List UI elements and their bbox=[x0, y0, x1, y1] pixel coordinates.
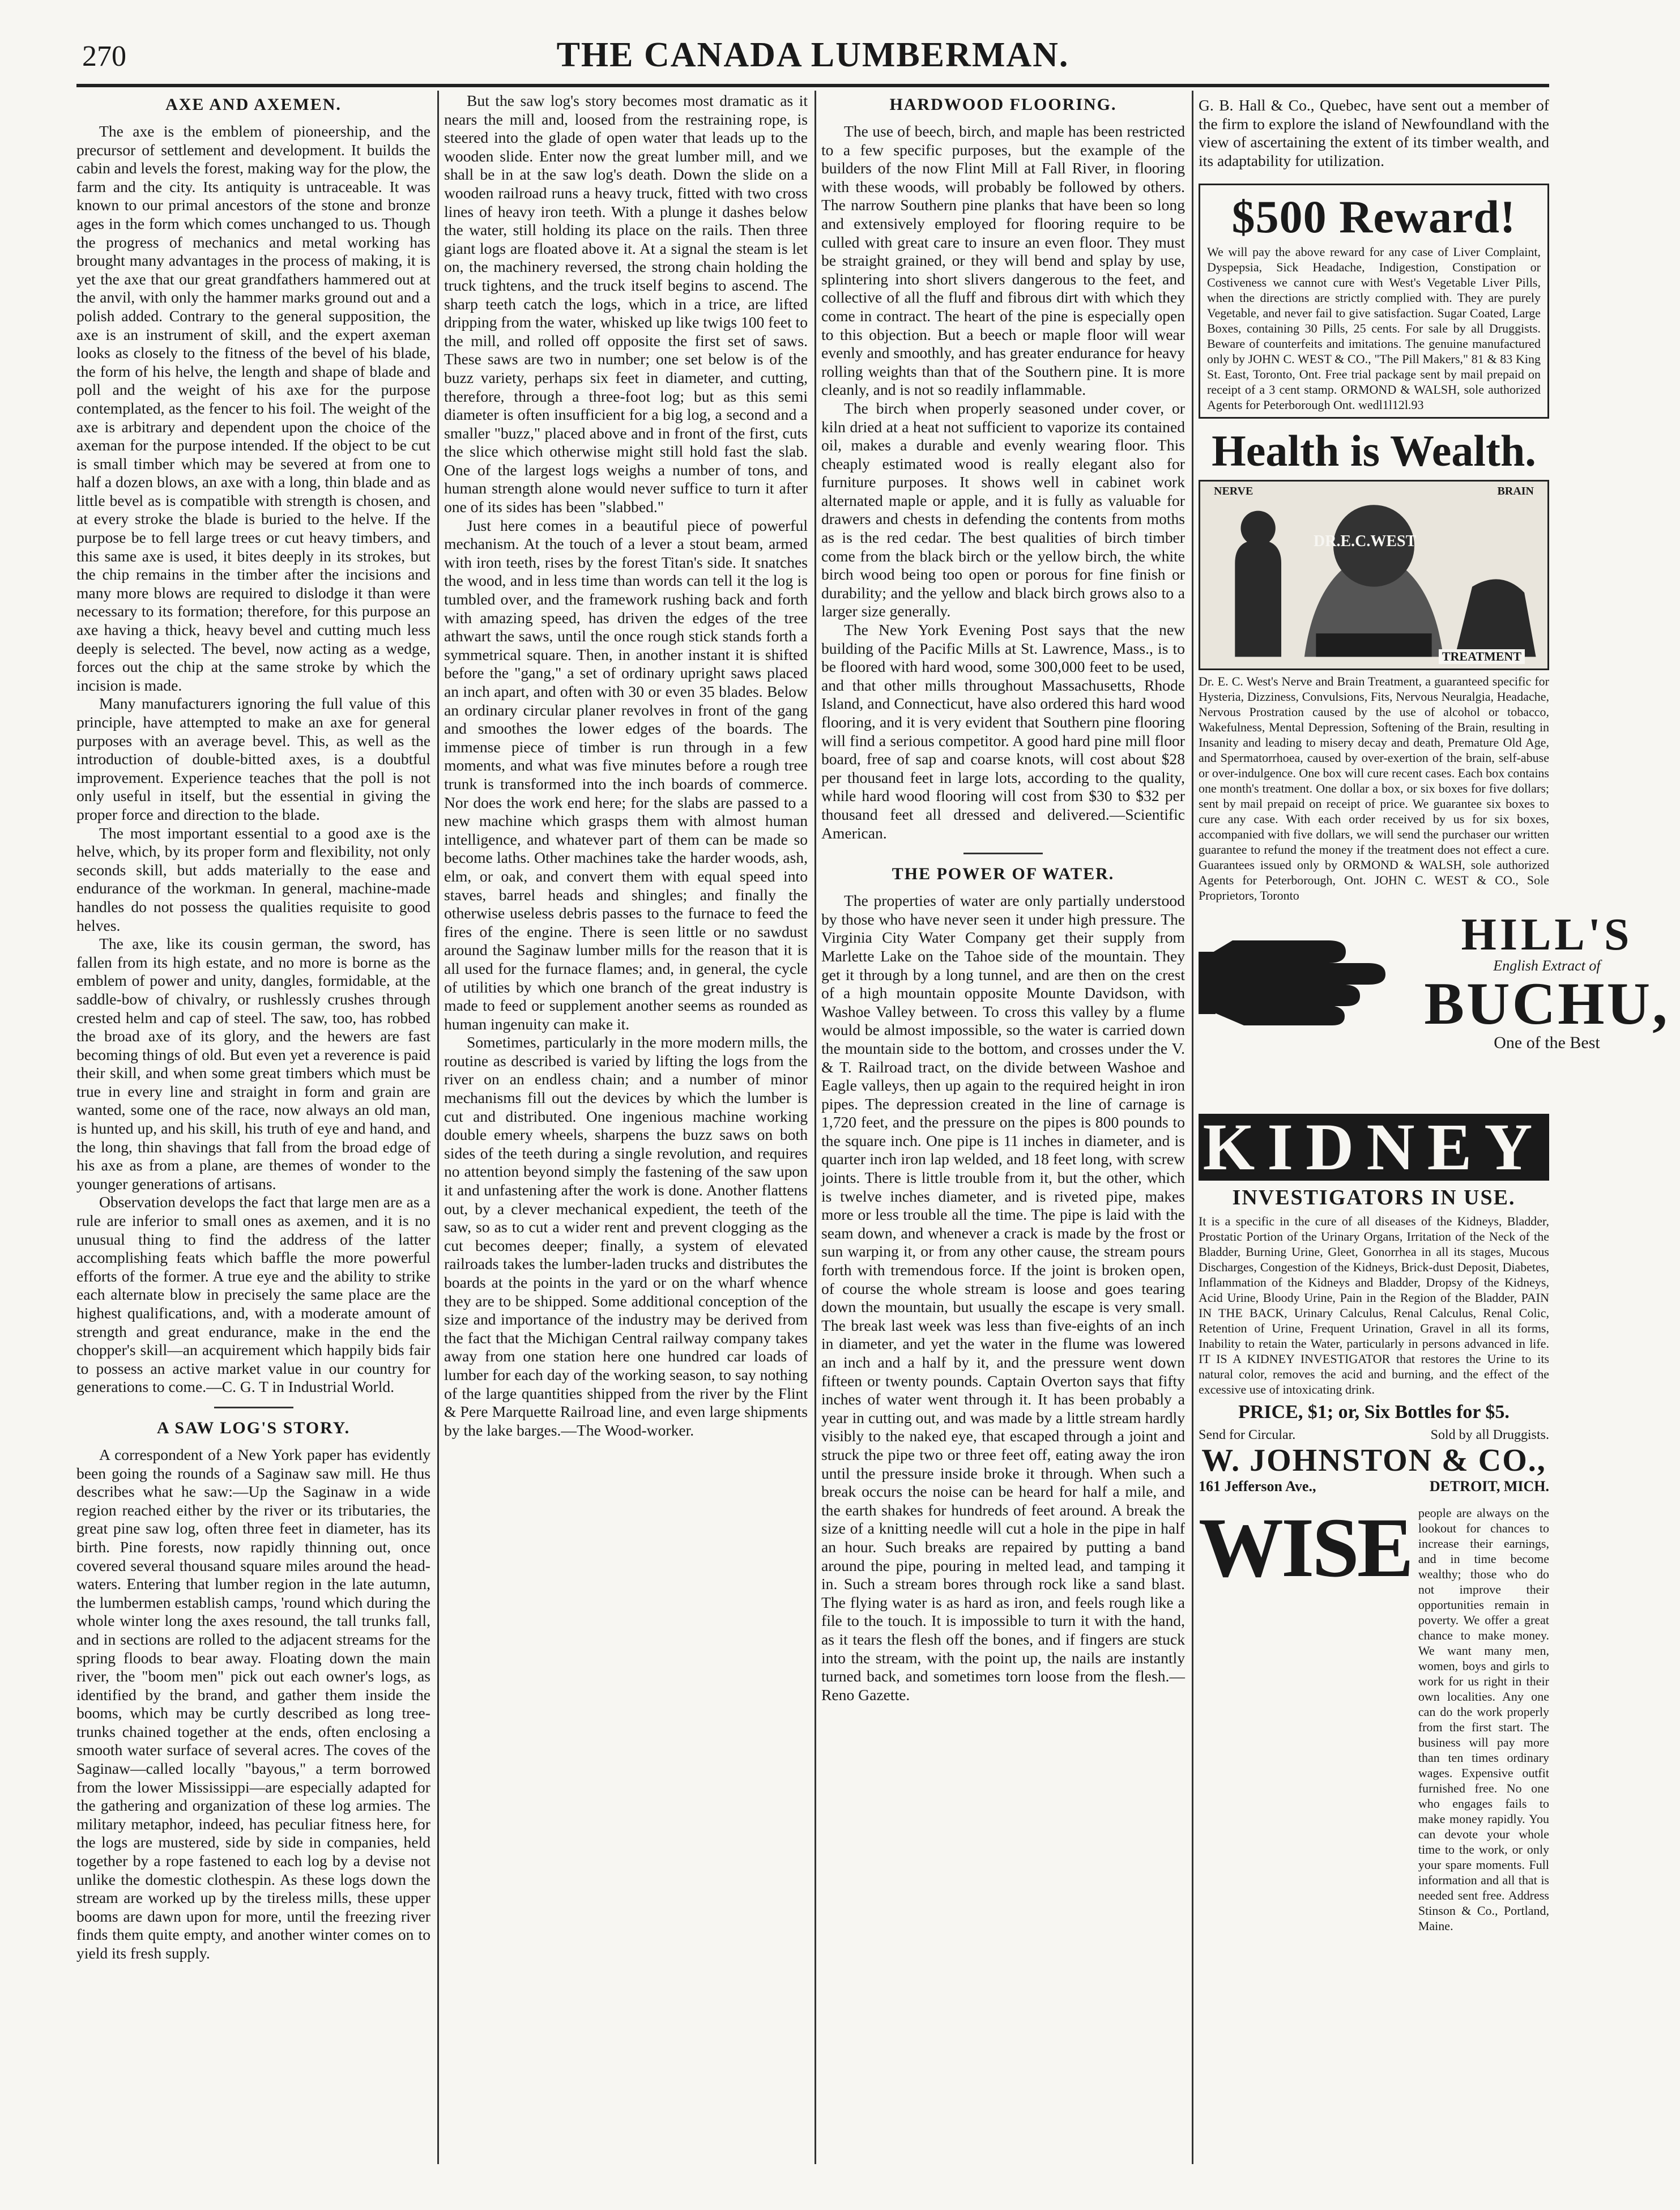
treatment-label: TREATMENT bbox=[1439, 649, 1525, 664]
hills-send-row bbox=[1199, 1428, 1549, 1443]
hills-brand-block bbox=[1414, 912, 1680, 1053]
wise-body: people are always on the lookout for chances to increase their earnings, and in time become wealthy; those who do not improve their opportunities remain in poverty. We offer a great chance to make money. We want many men, women, boys and girls to work for us right in their own localities. Any one can do the work properly from the first start. The business will pay more than ten times ordinary wages. Expensive outfit furnished free. No one who engages fails to make money rapidly. You can devote your whole time to the work, or only your spare moments. Full information and all that is needed sent free. Address Stinson & Co., Portland, Maine. bbox=[1418, 1506, 1549, 1934]
column-3 bbox=[821, 92, 1185, 2162]
hills-subtitle: English Extract of bbox=[1493, 957, 1601, 974]
johnston-address-row bbox=[1199, 1478, 1549, 1495]
article-separator bbox=[963, 853, 1043, 854]
axe-paragraph-1: The axe is the emblem of pioneership, and the precursor of settlement and development. It builds the cabin and levels the forest, making way for the plow, the farm and the city. Its antiquity is untraceable. It was known to our primal ancestors of the stone and bronze ages in the form which comes unchanged to us. Though the progress of mechanics and metal working has brought many advantages in the process of making, it is yet the axe that our great grandfathers hammered out at the anvil, with only the hammer marks ground out and a polish added. Contrary to the general supposition, the axe is an instrument of skill, and the expert axeman looks as closely to the fitness of the bevel of his blade, the form of his helve, the length and shape of blade and poll and the weight of his axe for the purpose contemplated, as the fencer to his foil. The weight of the axe is arbitrary and dependent upon the choice of the axeman for the purpose intended. If the object to be cut is small timber which may be severed at from one to half a dozen blows, an axe with a long, thin blade and as little bevel as is compatible with strength is chosen, and at every stroke the blade is buried to the helve. If the purpose be to fell large trees or cut heavy timbers, and this same axe is used, it bites deeply in its strokes, but the chip remains in the timber after the incisions and many more blows are required to dislodge it than were necessary to its formation; therefore, for this purpose an axe having a thick, heavy bevel and cutting much less deeply is selected. The bevel, now acting as a wedge, forces out the chip at the same stroke by which the incision is made. bbox=[76, 122, 431, 694]
hills-buchu-ad bbox=[1199, 910, 1670, 1110]
west-brand-label: DR.E.C.WEST bbox=[1314, 533, 1417, 551]
hills-tagline: One of the Best bbox=[1494, 1033, 1600, 1053]
wise-word: WISE bbox=[1199, 1501, 1412, 1595]
johnston-city: DETROIT, MICH. bbox=[1429, 1478, 1549, 1495]
wise-ad bbox=[1199, 1501, 1549, 1934]
article-separator bbox=[214, 1407, 293, 1408]
water-paragraph-1: The properties of water are only partially understood by those who have never seen it under high pressure. The Virginia City Water Company get their supply from Marlette Lake on the Tahoe side of the mountain. They get it through by a long tunnel, and are then on the crest of a high mountain opposite Mounte Davidson, with Washoe Valley between. To cross this valley by a flume would be almost impossible, so the water is carried down the mountain side to the bottom, and crosses under the V. & T. Railroad tract, on the divide between Washoe and Eagle valleys, then up again to the required height in iron pipes. The depression created in the line of carnage is 1,720 feet, and the pressure on the pipes is 800 pounds to the square inch. One pipe is 11 inches in diameter, and is quarter inch iron lap welded, and 18 feet long, with screw joints. There is little trouble from it, but the other, which is twelve inches diameter, and is riveted pipe, makes more or less trouble all the time. The pipe is laid with the seam down, and whenever a crack is made by the frost or sun warping it, or from any other cause, the stream pours forth with tremendous force. If the joint is broken open, of course the whole stream is loose and goes tearing down the mountain, but usually the escape is very small. The break last week was less than five-eights of an inch in diameter, and yet the water in the flume was lowered an inch and a half by it, and the pressure went down fifteen or twenty pounds. Captain Overton says that fifty inches of water went through it. It has been probably a year in cutting out, and was made by a little stream hardly visibly to the naked eye, that escaped through a joint and struck the pipe two or three feet off, eating away the iron until the pressure inside broke it through. When such a break occurs the noise can be heard for half a mile, and the earth shakes for hundreds of feet around. A break the size of a knitting needle will cut a hole in the pipe in half an hour. Such breaks are repaired by putting a band around the pipe, pouring in melted lead, and tamping it in. Such a stream bores through rock like a sand blast. The flying water is as hard as iron, and feels rough like a file to the touch. It is impossible to turn it with the hand, as it tears the flesh off the bones, and if fingers are stuck into the stream, with the point up, the nails are instantly turned back, and sometimes torn loose from the flesh.—Reno Gazette. bbox=[821, 892, 1185, 1704]
johnston-street: 161 Jefferson Ave., bbox=[1199, 1478, 1316, 1495]
hills-price: PRICE, $1; or, Six Bottles for $5. bbox=[1238, 1402, 1510, 1423]
header-rule bbox=[76, 84, 1549, 87]
page-header bbox=[76, 35, 1549, 80]
column-divider bbox=[815, 91, 816, 2164]
column-1 bbox=[76, 92, 430, 2162]
kidney-banner: KIDNEY bbox=[1199, 1114, 1549, 1181]
johnston-company: W. JOHNSTON & CO., bbox=[1201, 1443, 1546, 1479]
health-headline: Health is Wealth. bbox=[1212, 426, 1536, 476]
saw-log-paragraph-3: Just here comes in a beautiful piece of powerful mechanism. At the touch of a lever a stout beam, armed with iron teeth, rises by the forest Titan's side. It snatches the wood, and in less time than words can tell it the log is tumbled over, and the framework rushing back and forth with amazing speed, has driven the edges of the tree athwart the saws, until the once rough stick stands forth a symmetrical square. Then, in another instant it is shifted before the "gang," a set of ordinary upright saws placed an inch apart, and often with 30 or even 35 blades. Below an ordinary circular planer revolves in front of the gang and smoothes the lower edges of the boards. The immense piece of timber is run through in a few moments, and what was five minutes before a rough tree trunk is transformed into the inch boards of commerce. Nor does the work end here; for the slabs are passed to a new machine which grasps them with almost human intelligence, and whatever part of them can be made so become laths. Other machines take the harder woods, ash, elm, or oak, and convert them with equal speed into staves, barrel heads and shingles; and finally the otherwise useless debris passes to the furnace to feed the fires of the engine. There is seen little or no sawdust around the Saginaw lumber mills for the reason that it is all used for the furnace flames; and, in general, the cycle of utilities by which one branch of the great industry is made to feed or supplement another seems as rounded as human ingenuity can make it. bbox=[444, 516, 808, 1033]
reward-body: We will pay the above reward for any case of Liver Complaint, Dyspepsia, Sick Headache, Indigestion, Constipation or Costiveness we cannot cure with West's Vegetable Liver Pills, when the directions are strictly complied with. They are purely Vegetable, and never fail to give satisfaction. Sugar Coated, Large Boxes, containing 30 Pills, 25 cents. For sale by all Druggists. Beware of counterfeits and imitations. The genuine manufactured only by JOHN C. WEST & CO., "The Pill Makers," 81 & 83 King St. East, Toronto, Ont. Free trial package sent by mail prepaid on receipt of a 3 cent stamp. ORMOND & WALSH, sole authorized Agents for Peterborough Ont. wedl1l12l.93 bbox=[1207, 245, 1541, 412]
hardwood-paragraph-3: The New York Evening Post says that the new building of the Pacific Mills at St. Lawrence, Mass., is to be floored with hard wood, some 300,000 feet to be used, and that other mills throughout Massachusetts, Rhode Island, and Connecticut, have also ordered this hard wood flooring, and it is very evident that Southern pine flooring will find a serious competitor. A good hard pine mill floor board, free of sap and coarse knots, will cost about $28 per thousand feet in large lots, according to the quality, while hard wood flooring will cost from $30 to $32 per thousand feet all dressed and delivered.—Scientific American. bbox=[821, 621, 1185, 842]
column-divider bbox=[437, 91, 439, 2164]
axe-paragraph-2: Many manufacturers ignoring the full value of this principle, have attempted to make an axe for general purposes with an average bevel. This, as well as the introduction of double-bitted axes, is a doubtful improvement. Experience teaches that the poll is not only useful in itself, but the essential in giving the proper force and direction to the blade. bbox=[76, 695, 430, 823]
page-number: 270 bbox=[82, 40, 126, 73]
pointing-hand-icon bbox=[1199, 918, 1414, 1031]
axe-paragraph-3: The most important essential to a good axe is the helve, which, by its proper form and flexibility, not only seconds skill, but adds materially to the ease and endurance of the workman. In general, machine-made handles do not possess the qualities requisite to good helves. bbox=[76, 824, 430, 934]
hall-note: G. B. Hall & Co., Quebec, have sent out a member of the firm to explore the island of Newfoundland with the view of ascertaining the extent of its timber wealth, and its adaptability for utilization. bbox=[1199, 96, 1549, 169]
article-title-water: THE POWER OF WATER. bbox=[892, 865, 1115, 884]
article-title-hardwood: HARDWOOD FLOORING. bbox=[889, 95, 1117, 114]
axe-paragraph-5: Observation develops the fact that large men are as a rule are inferior to small ones as axemen, and it is no unusual thing to find the address of the latter accomplishing feats which baffle the more powerful efforts of the former. A true eye and the ability to strike each alternate blow in precisely the same place are the highest qualifications, and, with a moderate amount of strength and great endurance, make in the end the chopper's skill—an acquirement which happily bids fair to possess an active market value in our country for generations to come.—C. G. T in Industrial World. bbox=[76, 1193, 430, 1396]
hardwood-paragraph-2: The birch when properly seasoned under cover, or kiln dried at a heat not sufficient to vaporize its contained oil, makes a durable and evenly wearing floor. This cheaply estimated wood is really elegant also for furniture purposes. It shows well in cabinet work alternated maple or apple, and it is fully as valuable for drawers and chests in defending the contents from moths as is the red cedar. The best qualities of birch timber come from the black birch or the yellow birch, the white birch wood being too open or porous for fine finish or durability; and the yellow and black birch grows also to a larger size generally. bbox=[821, 399, 1185, 620]
health-ad bbox=[1199, 425, 1549, 903]
saw-log-paragraph-1: A correspondent of a New York paper has evidently been going the rounds of a Saginaw saw mill. He thus describes what he saw:—Up the Saginaw in a wide region reached either by the river or its tributaries, the great pine saw log, often three feet in diameter, has its birth. Pine forests, now rapidly thinning out, once covered several thousand square miles around the head-waters. Entering that lumber region in the late autumn, the lumbermen establish camps, 'round which during the whole winter long the axes resound, the tall trunks fall, and in sections are rolled to the adjacent streams for the spring floods to bear away. Floating down the main river, the "boom men" pick out each owner's logs, as identified by the brand, and gather them inside the booms, which may be curtly described as long tree-trunks chained together at the ends, often enclosing a smooth water surface of several acres. The coves of the Saginaw—called locally "bayous," a term borrowed from the lower Mississippi—are especially adapted for the gathering and organization of these log armies. The military metaphor, indeed, has peculiar fitness here, for the logs are mustered, side by side in companies, held together by a rope fastened to each log by a devise not unlike the domestic clothespin. As these logs down the stream are worked up by the tireless mills, these upper booms are dawn upon for more, until the freezing river finds them quite empty, and another winter comes on to yield its fresh supply. bbox=[76, 1445, 430, 1962]
investigators-line: INVESTIGATORS IN USE. bbox=[1232, 1186, 1516, 1210]
column-2 bbox=[444, 92, 808, 2162]
nerve-label: NERVE bbox=[1214, 485, 1253, 498]
health-illustration bbox=[1199, 480, 1549, 670]
send-circular: Send for Circular. bbox=[1199, 1428, 1296, 1443]
column-divider bbox=[1192, 91, 1193, 2164]
newspaper-title: THE CANADA LUMBERMAN. bbox=[556, 36, 1069, 74]
hills-product: BUCHU, bbox=[1424, 970, 1670, 1037]
hills-brand: HILL'S bbox=[1461, 910, 1633, 960]
hills-body: It is a specific in the cure of all diseases of the Kidneys, Bladder, Prostatic Portion of the Urinary Organs, Irritation of the Neck of the Bladder, Burning Urine, Gleet, Gonorrhea in all its stages, Mucous Discharges, Congestion of the Kidneys, Brick-dust Deposit, Diabetes, Inflammation of the Kidneys and Bladder, Dropsy of the Kidneys, Acid Urine, Bloody Urine, Pain in the Region of the Bladder, PAIN IN THE BACK, Urinary Calculus, Renal Calculus, Renal Colic, Retention of Urine, Frequent Urination, Gravel in all its forms, Inability to retain the Water, particularly in persons advanced in life. IT IS A KIDNEY INVESTIGATOR that restores the Urine to its natural color, removes the acid and burning, and the effect of the excessive use of intoxicating drink. bbox=[1199, 1214, 1549, 1397]
column-4 bbox=[1199, 92, 1670, 2162]
article-title-saw-log: A SAW LOG'S STORY. bbox=[156, 1418, 351, 1437]
article-title-axe: AXE AND AXEMEN. bbox=[165, 95, 342, 114]
saw-log-paragraph-2: But the saw log's story becomes most dramatic as it nears the mill and, loosed from the restraining rope, is steered into the glade of open water that leads up to the wooden slide. Enter now the great lumber mill, and we shall be in at the saw log's death. Down the slide on a wooden railroad runs a heavy truck, fitted with two cross lines of heavy iron teeth. With a plunge it dashes below the water, still holding its place on the rails. Then three giant logs are floated above it. At a signal the steam is let on, the machinery reversed, the strong chain holding the truck tightens, and the truck itself begins to ascend. The sharp teeth catch the logs, which in a trice, are lifted dripping from the water, whisked up like twigs 100 feet to the mill, and rolled off opposite the first set of saws. These saws are two in number; one set below is of the buzz variety, perhaps six feet in diameter, and cutting, therefore, through a three-foot log; but as this semi diameter is often insufficient for a big log, a second and a smaller "buzz," placed above and in front of the first, cuts the slice which otherwise might still hold fast the slab. One of the largest logs weighs a number of tons, and human strength alone would never suffice to turn it after one of its sides has been "slabbed." bbox=[444, 92, 808, 516]
sold-by: Sold by all Druggists. bbox=[1430, 1428, 1549, 1443]
reward-headline: $500 Reward! bbox=[1231, 191, 1516, 243]
saw-log-paragraph-4: Sometimes, particularly in the more modern mills, the routine as described is varied by lifting the logs from the river on an endless chain; and a number of minor mechanisms fill out the devices by which the lumber is cut and distributed. One ingenious machine working double emery wheels, sharpens the buzz saws on both sides of the teeth during a single revolution, and requires no attention beyond simply the fastening of the saw upon it and unfastening after the work is done. Another flattens out, by a clever mechanical expedient, the teeth of the saw, so as to cut a wider rent and prevent clogging as the cut becomes deeper; finally, a system of elevated railroads takes the lumber-laden trucks and distributes the boards at the points in the yard or on the wharf whence they are to be shipped. Some additional conception of the size and importance of the industry may be derived from the fact that the Michigan Central railway company takes away from one station here one hundred car loads of lumber for each day of the working season, to say nothing of the large quantities shipped from the river by the Flint & Pere Marquette Railroad line, and even large shipments by the lake barges.—The Wood-worker. bbox=[444, 1033, 808, 1439]
health-body: Dr. E. C. West's Nerve and Brain Treatment, a guaranteed specific for Hysteria, Dizziness, Convulsions, Fits, Nervous Neuralgia, Headache, Nervous Prostration caused by the use of alcohol or tobacco, Wakefulness, Mental Depression, Softening of the Brain, resulting in Insanity and leading to misery decay and death, Premature Old Age, and Spermatorrhoea, caused by over-exertion of the brain, self-abuse or over-indulgence. One box will cure recent cases. Each box contains one month's treatment. One dollar a box, or six boxes for five dollars; sent by mail prepaid on receipt of price. We guarantee six boxes to cure any case. With each order received by us for six boxes, accompanied with five dollars, we will send the purchaser our written guarantee to refund the money if the treatment does not effect a cure. Guarantees issued only by ORMOND & WALSH, sole authorized Agents for Peterborough, Ont. JOHN C. WEST & CO., Sole Proprietors, Toronto bbox=[1199, 674, 1549, 903]
reward-ad bbox=[1199, 184, 1549, 419]
brain-label: BRAIN bbox=[1497, 485, 1534, 498]
treatment-illustration-icon bbox=[1200, 482, 1547, 668]
hardwood-paragraph-1: The use of beech, birch, and maple has been restricted to a few specific purposes, but the example of the builders of the now Flint Mill at Fall River, in flooring with these woods, will probably be followed by others. The narrow Southern pine planks that have been so long and extensively employed for flooring require to be culled with great care to insure an even floor. They must be straight grained, or they will bend and splay by use, splintering into short slivers dangerous to the feet, and collective of all the fluff and fibrous dirt with which they come in contract. The heart of the pine is especially open to this objection. But a beech or maple floor will wear evenly and smoothly, and has greater endurance for heavy rolling weights than that of the Southern pine. It is more cleanly, and is not so readily inflammable. bbox=[821, 122, 1185, 399]
axe-paragraph-4: The axe, like its cousin german, the sword, has fallen from its high estate, and no more is borne as the emblem of power and unity, dangles, formidable, at the saddle-bow of chivalry, or rushlessly crushes through crested helm and cap of steel. The saw, too, has robbed the broad axe of its glory, and the hewers are fast becoming things of old. But even yet a reverence is paid their skill, and when some great timbers which must be true in every line and straight in form and grain are wanted, some one of the race, now always an old man, is hunted up, and his skill, his truth of eye and hand, and the long, thin shavings that fall from the broad edge of his axe as from a plane, are themes of wonder to the younger generations of artisans. bbox=[76, 935, 430, 1193]
